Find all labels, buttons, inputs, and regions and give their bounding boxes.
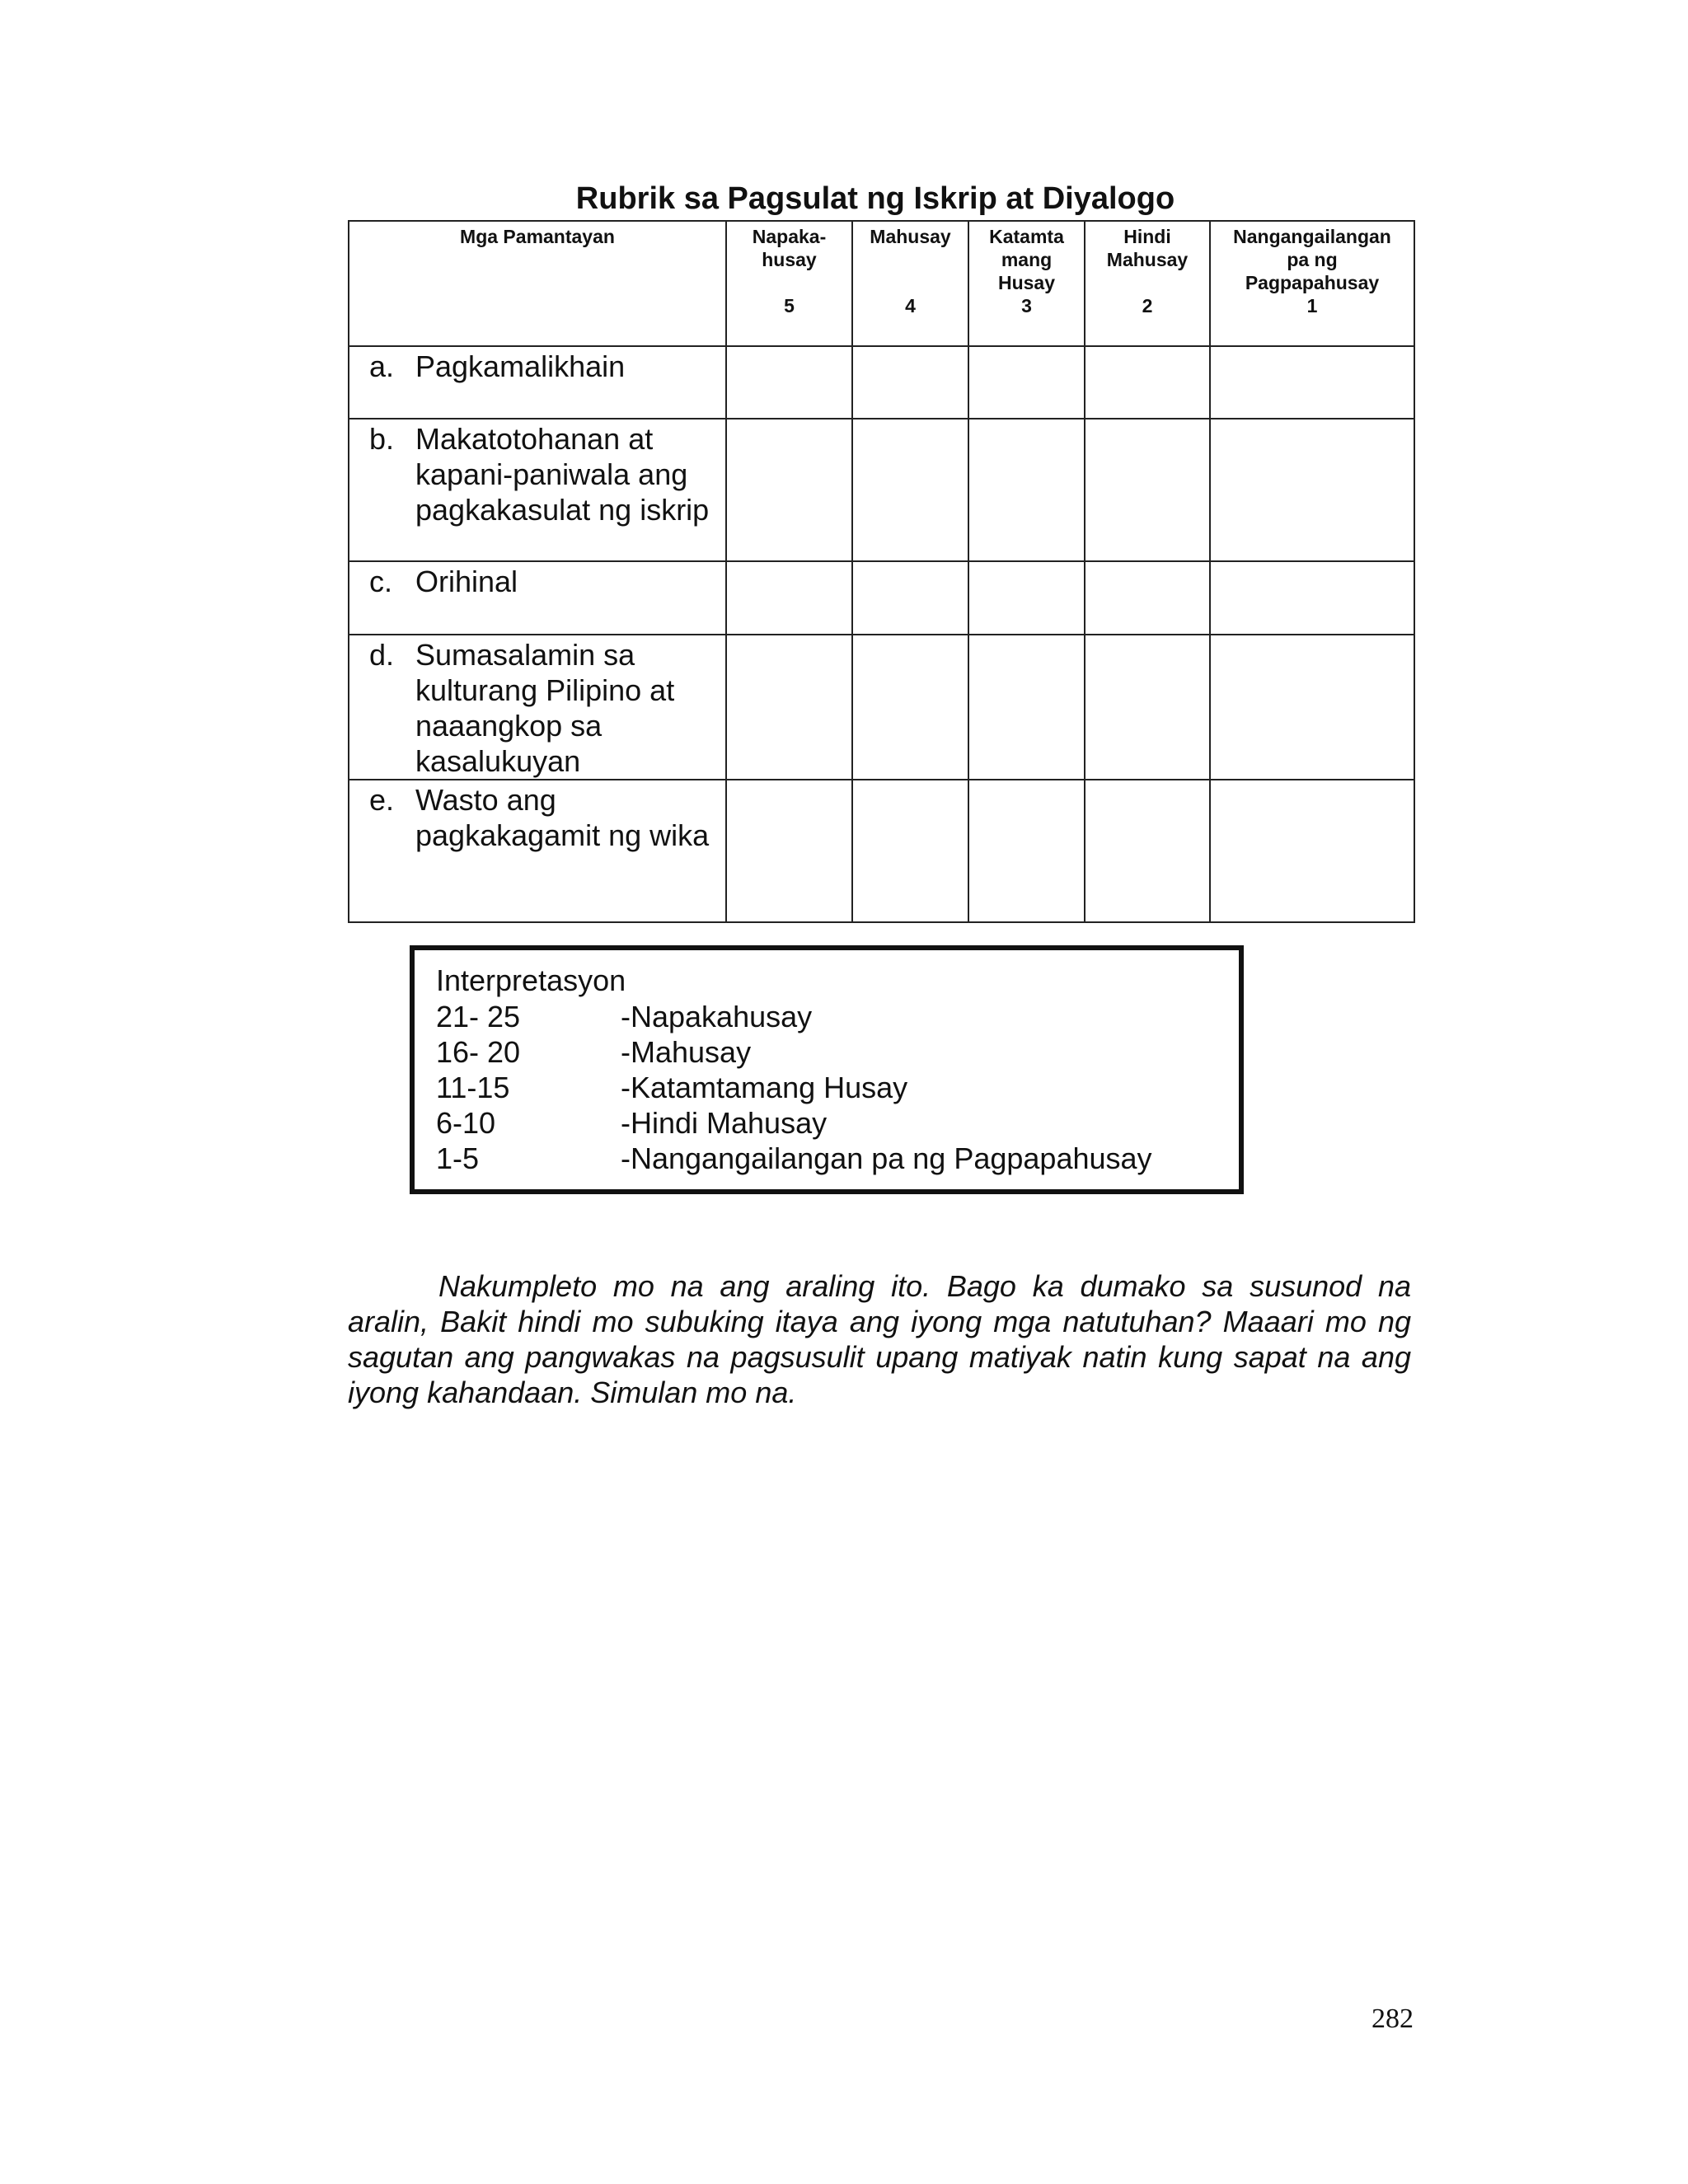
header-level-score: 3 bbox=[1021, 295, 1032, 316]
interpretation-range: 1-5 bbox=[436, 1141, 480, 1175]
criterion-text: Pagkamalikhain bbox=[415, 349, 626, 383]
header-level-label: Nangangailangan pa ng Pagpapahusay bbox=[1233, 226, 1391, 293]
rubric-title: Rubrik sa Pagsulat ng Iskrip at Diyalogo bbox=[575, 181, 1175, 216]
score-cell[interactable] bbox=[852, 346, 968, 419]
score-cell[interactable] bbox=[968, 635, 1085, 780]
header-level-4 bbox=[852, 221, 968, 346]
interpretation-item bbox=[436, 1141, 1152, 1176]
interpretation-item bbox=[436, 999, 1152, 1034]
header-level-5 bbox=[726, 221, 852, 346]
header-level-score: 2 bbox=[1142, 295, 1153, 316]
header-level-3 bbox=[968, 221, 1085, 346]
score-cell[interactable] bbox=[968, 346, 1085, 419]
score-cell[interactable] bbox=[726, 346, 852, 419]
interpretation-range: 11-15 bbox=[436, 1071, 510, 1104]
criterion-text: Makatotohanan at kapani-paniwala ang pagkakasulat ng iskrip bbox=[415, 422, 710, 527]
score-cell[interactable] bbox=[852, 561, 968, 635]
criterion-cell bbox=[349, 635, 726, 780]
score-cell[interactable] bbox=[1210, 346, 1414, 419]
interpretation-range: 16- 20 bbox=[436, 1035, 521, 1069]
criterion-letter: b. bbox=[369, 422, 395, 456]
interpretation-label: -Hindi Mahusay bbox=[621, 1106, 828, 1140]
header-level-label: Katamta mang Husay bbox=[989, 226, 1064, 293]
rubric-row bbox=[349, 346, 1414, 419]
score-cell[interactable] bbox=[852, 419, 968, 561]
criterion-cell bbox=[349, 780, 726, 922]
criterion-cell bbox=[349, 561, 726, 635]
header-level-score: 1 bbox=[1306, 295, 1318, 316]
interpretation-range: 21- 25 bbox=[436, 1000, 521, 1033]
rubric-row bbox=[349, 561, 1414, 635]
score-cell[interactable] bbox=[968, 780, 1085, 922]
score-cell[interactable] bbox=[968, 561, 1085, 635]
rubric-header-row bbox=[349, 221, 1414, 346]
score-cell[interactable] bbox=[726, 635, 852, 780]
interpretation-label: -Mahusay bbox=[621, 1035, 752, 1069]
rubric-row bbox=[349, 419, 1414, 561]
criterion-cell bbox=[349, 346, 726, 419]
interpretation-item bbox=[436, 1105, 1152, 1141]
criterion-letter: c. bbox=[369, 565, 393, 598]
interpretation-item bbox=[436, 1070, 1152, 1105]
rubric-row bbox=[349, 780, 1414, 922]
score-cell[interactable] bbox=[1210, 419, 1414, 561]
interpretation-item bbox=[436, 1034, 1152, 1070]
interpretation-label: -Katamtamang Husay bbox=[621, 1071, 908, 1104]
interpretation-title: Interpretasyon bbox=[436, 963, 626, 997]
score-cell[interactable] bbox=[726, 419, 852, 561]
page-number: 282 bbox=[1372, 2004, 1414, 2034]
criterion-text: Orihinal bbox=[415, 565, 518, 598]
criterion-letter: d. bbox=[369, 638, 395, 672]
rubric-table bbox=[348, 220, 1415, 923]
score-cell[interactable] bbox=[1085, 419, 1210, 561]
criterion-text: Sumasalamin sa kulturang Pilipino at naaangkop sa kasalukuyan bbox=[415, 638, 675, 778]
score-cell[interactable] bbox=[1085, 561, 1210, 635]
score-cell[interactable] bbox=[726, 561, 852, 635]
interpretation-label: -Nangangailangan pa ng Pagpapahusay bbox=[621, 1141, 1152, 1175]
score-cell[interactable] bbox=[1085, 346, 1210, 419]
criterion-letter: a. bbox=[369, 349, 395, 383]
criterion-letter: e. bbox=[369, 783, 395, 817]
interpretation-range: 6-10 bbox=[436, 1106, 496, 1140]
rubric-row bbox=[349, 635, 1414, 780]
criterion-text: Wasto ang pagkakagamit ng wika bbox=[415, 783, 710, 852]
score-cell[interactable] bbox=[1085, 780, 1210, 922]
criterion-cell bbox=[349, 419, 726, 561]
score-cell[interactable] bbox=[968, 419, 1085, 561]
score-cell[interactable] bbox=[726, 780, 852, 922]
interpretation-label: -Napakahusay bbox=[621, 1000, 813, 1033]
score-cell[interactable] bbox=[1085, 635, 1210, 780]
interpretation-list bbox=[436, 999, 1152, 1176]
header-level-label: Hindi Mahusay bbox=[1106, 226, 1189, 270]
score-cell[interactable] bbox=[852, 635, 968, 780]
score-cell[interactable] bbox=[852, 780, 968, 922]
header-criteria bbox=[349, 221, 726, 346]
score-cell[interactable] bbox=[1210, 780, 1414, 922]
score-cell[interactable] bbox=[1210, 635, 1414, 780]
header-criteria-label: Mga Pamantayan bbox=[460, 226, 615, 247]
header-level-1 bbox=[1210, 221, 1414, 346]
closing-paragraph: Nakumpleto mo na ang araling ito. Bago ka dumako sa susunod na aralin, Bakit hindi mo subuking itaya ang iyong mga natutuhan? Maaari mo ng sagutan ang pangwakas na pagsusulit upang matiyak natin kung sapat na ang iyong kahandaan. Simulan mo na. bbox=[348, 1269, 1411, 1409]
header-level-label: Napaka- husay bbox=[752, 226, 827, 270]
header-level-score: 4 bbox=[905, 295, 916, 316]
score-cell[interactable] bbox=[1210, 561, 1414, 635]
header-level-2 bbox=[1085, 221, 1210, 346]
header-level-label: Mahusay bbox=[870, 226, 951, 247]
interpretation-box bbox=[410, 945, 1244, 1194]
header-level-score: 5 bbox=[784, 295, 795, 316]
